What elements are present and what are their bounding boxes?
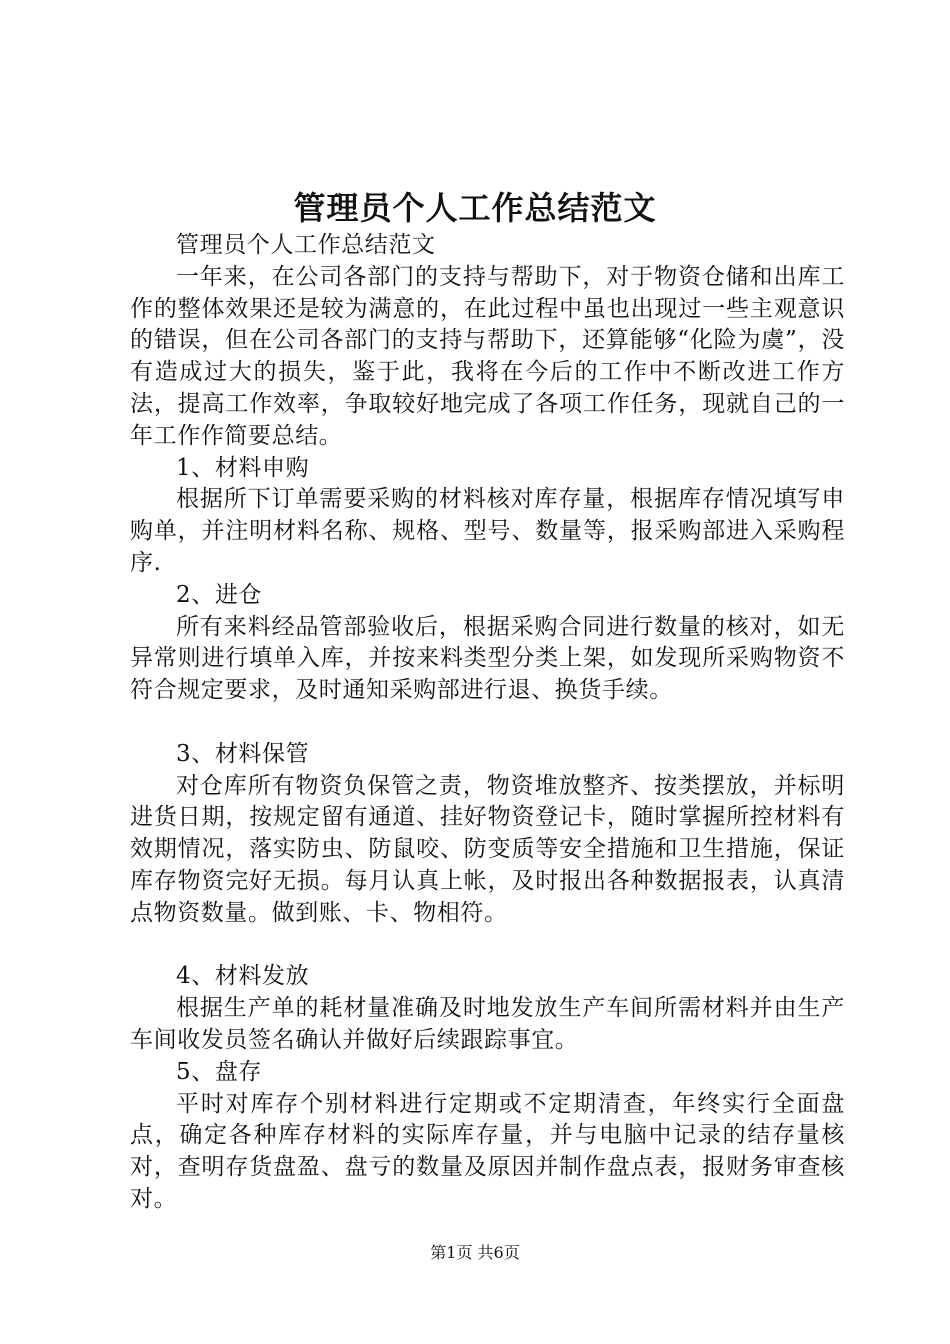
section-body-inventory: 平时对库存个别材料进行定期或不定期清查，年终实行全面盘点，确定各种库存材料的实际库存量，并与电脑中记录的结存量核对，查明存货盘盈、盘亏的数量及原因并制作盘点表，报财务审查核对。: [130, 1090, 845, 1212]
document-title: 管理员个人工作总结范文: [293, 189, 657, 227]
section-body-storage: 对仓库所有物资负保管之责，物资堆放整齐、按类摆放，并标明进货日期，按规定留有通道、挂好物资登记卡，随时掌握所控材料有效期情况，落实防虫、防鼠咬、防变质等安全措施和卫生措施，保证库存物资完好无损。每月认真上帐，及时报出各种数据报表，认真清点物资数量。做到账、卡、物相符。: [130, 772, 845, 926]
document-body: [130, 230, 845, 1216]
section-body-warehousing: 所有来料经品管部验收后，根据采购合同进行数量的核对，如无异常则进行填单入库，并按来料类型分类上架，如发现所采购物资不符合规定要求，及时通知采购部进行退、换货手续。: [130, 613, 845, 704]
subtitle-paragraph: 管理员个人工作总结范文: [176, 232, 436, 258]
section-heading-storage: 3、材料保管: [176, 740, 310, 767]
section-body-distribution: 根据生产单的耗材量准确及时地发放生产车间所需材料并由生产车间收发员签名确认并做好后续跟踪事宜。: [130, 995, 845, 1053]
section-heading-purchase: 1、材料申购: [176, 454, 310, 481]
section-heading-warehousing: 2、进仓: [176, 581, 263, 608]
section-body-purchase: 根据所下订单需要采购的材料核对库存量，根据库存情况填写申购单，并注明材料名称、规格、型号、数量等，报采购部进入采购程序.: [130, 486, 845, 576]
page-footer: 第1页 共6页: [430, 1243, 520, 1262]
section-heading-distribution: 4、材料发放: [176, 963, 310, 990]
section-heading-inventory: 5、盘存: [176, 1058, 263, 1085]
intro-paragraph: 一年来，在公司各部门的支持与帮助下，对于物资仓储和出库工作的整体效果还是较为满意的，在此过程中虽也出现过一些主观意识的错误，但在公司各部门的支持与帮助下，还算能够“化险为虞”，没有造成过大的损失，鉴于此，我将在今后的工作中不断改进工作方法，提高工作效率，争取较好地完成了各项工作任务，现就自己的一年工作作简要总结。: [130, 263, 845, 449]
